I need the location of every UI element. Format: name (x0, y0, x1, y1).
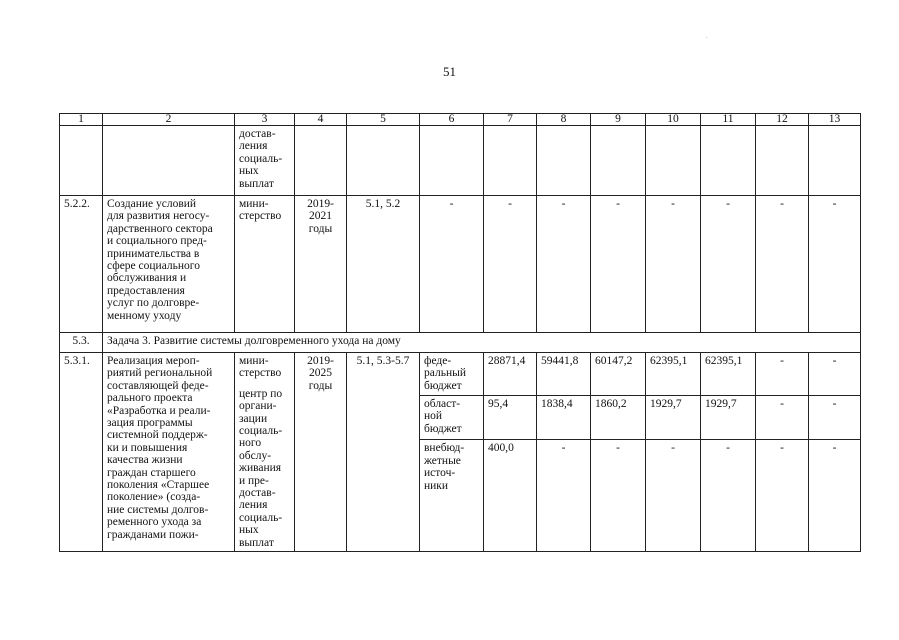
column-number: 4 (295, 114, 347, 126)
column-number: 8 (537, 114, 591, 126)
value-cell: 28871,4 (484, 353, 537, 396)
executor-cell (235, 353, 295, 552)
table-row (60, 196, 861, 333)
continued-row (60, 126, 861, 196)
column-number: 11 (701, 114, 756, 126)
column-number: 2 (103, 114, 235, 126)
value-cell: 1838,4 (537, 395, 591, 440)
indicators-cell: 5.1, 5.2 (347, 196, 420, 333)
executor-cell: достав- ления социаль- ных выплат (235, 126, 295, 196)
period-cell: 2019- 2025 годы (295, 353, 347, 552)
value-cell: 95,4 (484, 395, 537, 440)
column-number: 3 (235, 114, 295, 126)
row-number: 5.2.2. (60, 196, 103, 333)
value-cell: - (701, 196, 756, 333)
value-cell: - (591, 440, 646, 552)
column-number: 6 (420, 114, 484, 126)
value-cell: 59441,8 (537, 353, 591, 396)
executor-center: центр по органи- зации социаль- ного обслу- живания и пре- достав- ления социаль- ных выплат (239, 387, 283, 549)
executor-cell: мини- стерство (235, 196, 295, 333)
source-cell: област- ной бюджет (420, 395, 484, 440)
program-table (59, 113, 861, 552)
value-cell: - (537, 196, 591, 333)
value-cell: - (756, 353, 809, 396)
value-cell: - (756, 196, 809, 333)
column-number: 13 (809, 114, 861, 126)
value-cell: 400,0 (484, 440, 537, 552)
task-row (60, 333, 861, 353)
value-cell: - (809, 353, 861, 396)
value-cell: - (756, 440, 809, 552)
value-cell: - (809, 196, 861, 333)
value-cell: - (809, 440, 861, 552)
measure-name: Реализация мероп- риятий региональной составляющей феде- рального проекта «Разработка и реали- зация программы системной поддерж- ки и повышения качества жизни граждан старшего поколения «Старшее поколение» (созда- ние системы долгов- ременного ухода за гражданами пожи- (103, 353, 235, 552)
value-cell: - (809, 395, 861, 440)
value-cell: 62395,1 (646, 353, 701, 396)
value-cell: 62395,1 (701, 353, 756, 396)
value-cell: - (484, 196, 537, 333)
task-title: Задача 3. Развитие системы долговременного ухода на дому (103, 333, 861, 353)
column-number-row (60, 114, 861, 126)
value-cell: - (537, 440, 591, 552)
value-cell: - (591, 196, 646, 333)
indicators-cell: 5.1, 5.3-5.7 (347, 353, 420, 552)
value-cell: - (646, 196, 701, 333)
table-row (60, 353, 861, 396)
source-cell: феде- ральный бюджет (420, 353, 484, 396)
page-number: 51 (443, 64, 456, 79)
measure-name: Создание условий для развития негосу- дарственного сектора и социального пред- принимательства в сфере социального обслуживания и предоставления услуг по долговре- менному уходу (103, 196, 235, 333)
column-number: 5 (347, 114, 420, 126)
value-cell: 1860,2 (591, 395, 646, 440)
source-cell: - (420, 196, 484, 333)
value-cell: 1929,7 (701, 395, 756, 440)
column-number: 7 (484, 114, 537, 126)
period-cell: 2019- 2021 годы (295, 196, 347, 333)
value-cell: 60147,2 (591, 353, 646, 396)
column-number: 1 (60, 114, 103, 126)
value-cell: - (646, 440, 701, 552)
task-number: 5.3. (60, 333, 103, 353)
value-cell: 1929,7 (646, 395, 701, 440)
corner-mark: . (706, 34, 708, 40)
column-number: 12 (756, 114, 809, 126)
column-number: 9 (591, 114, 646, 126)
row-number: 5.3.1. (60, 353, 103, 552)
value-cell: - (756, 395, 809, 440)
source-cell: внебюд- жетные источ- ники (420, 440, 484, 552)
value-cell: - (701, 440, 756, 552)
executor-ministry: мини- стерство (239, 355, 282, 380)
column-number: 10 (646, 114, 701, 126)
